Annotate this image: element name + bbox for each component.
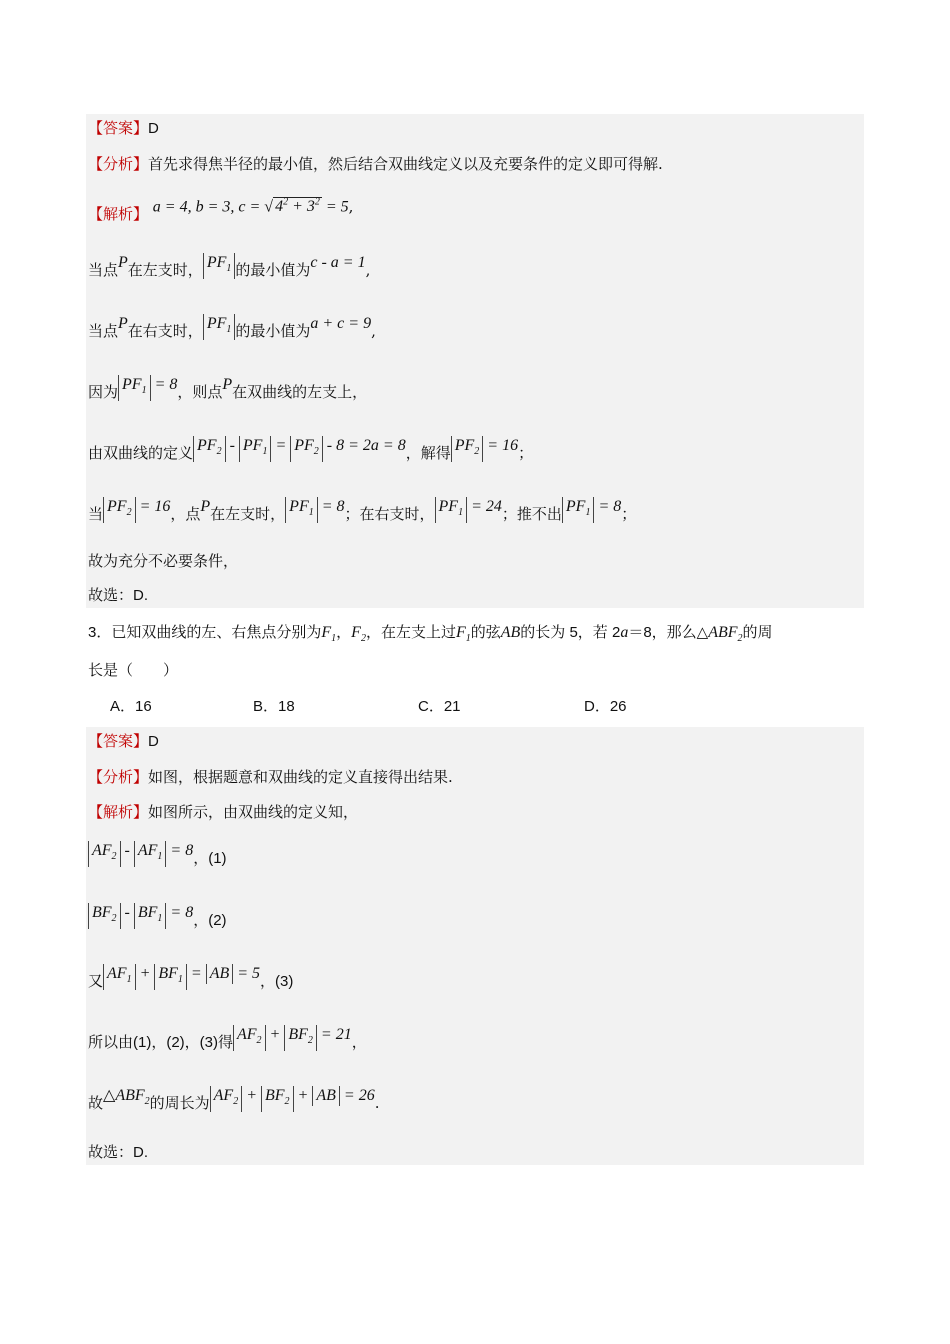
text: 的最小值为 — [235, 322, 311, 340]
eq2-tag: ，(2) — [193, 912, 227, 929]
formula-pf1-eq-8: $PF_1 = 8$ — [562, 497, 621, 523]
q2-solution-line-2 — [88, 254, 371, 287]
formula-abc: a = 4, b = 3, c = √ $4^2 + 3^2 = 5$ — [152, 197, 349, 216]
q3-answer-line — [88, 731, 159, 752]
text: 当点 — [88, 261, 119, 279]
q3-solution-line — [88, 802, 358, 823]
q3-eq-5 — [88, 1087, 380, 1120]
text: 当 — [88, 505, 104, 523]
text: 所以由(1)，(2)，(3)得 — [88, 1034, 233, 1051]
var-p: P — [200, 498, 211, 515]
formula-eq4: $AF_2 + BF_2 = 21$ — [233, 1025, 352, 1051]
text: 的长为 5，若 2 — [520, 624, 621, 641]
formula-pf2-eq-16: $PF_2 = 16$ — [103, 497, 170, 523]
analysis-tag: 【分析】 — [88, 769, 149, 786]
eq3-tag: ，(3) — [260, 973, 294, 990]
solution-tag: 【解析】 — [88, 804, 149, 821]
q3-final-choice: 故选：D. — [88, 1144, 149, 1161]
text: ＝8，那么△ — [628, 624, 709, 641]
formula-pf1-eq-8: $PF_1 = 8$ — [118, 375, 177, 401]
text: 的周长为 — [149, 1094, 210, 1112]
solution-block-q2 — [86, 114, 864, 608]
text: . — [374, 1094, 380, 1112]
formula-definition: $PF_2 - PF_1 = PF_2 - 8 = 2a = 8$ — [193, 436, 406, 462]
formula-a-plus-c: a + c = 9 — [310, 315, 372, 332]
formula-pf1-eq-24: $PF_1 = 24$ — [435, 497, 502, 523]
var-p: P — [118, 254, 128, 271]
text: ； — [621, 505, 637, 523]
text: ；在右支时， — [344, 505, 435, 523]
abs-pf1: $PF_1$ — [203, 253, 236, 279]
formula-c-minus-a: c - a = 1 — [310, 254, 366, 271]
option-b[interactable]: B．18 — [253, 698, 295, 715]
text: ； — [518, 444, 534, 462]
abs-pf1: $PF_1$ — [203, 314, 236, 340]
text: 在左支时， — [210, 505, 286, 523]
q3-stem-line-1 — [88, 622, 773, 649]
triangle-abf2: $\triangle ABF_2$ — [103, 1087, 150, 1108]
text: 当点 — [88, 322, 119, 340]
q2-final-choice: 故选：D. — [88, 587, 149, 604]
formula-perimeter: $AF_2 + BF_2$ + AB = 26 — [210, 1086, 375, 1112]
text: 的周 — [742, 623, 773, 641]
option-a[interactable]: A．16 — [110, 698, 152, 715]
text: 又 — [88, 972, 104, 990]
q3-eq-1 — [88, 842, 227, 875]
answer-tag: 【答案】 — [88, 733, 149, 750]
text: 故 — [88, 1094, 104, 1112]
q2-solution-line-3 — [88, 315, 376, 348]
analysis-text: 首先求得焦半径的最小值，然后结合双曲线定义以及充要条件的定义即可得解. — [148, 155, 663, 173]
text: ， — [351, 1033, 367, 1051]
formula-eq1: $AF_2 - AF_1 = 8$ — [88, 841, 193, 867]
var-p: P — [222, 376, 233, 393]
text: ，点 — [170, 505, 201, 523]
option-d[interactable]: D．26 — [584, 698, 627, 715]
answer-tag: 【答案】 — [88, 120, 149, 137]
q2-solution-line-5 — [88, 437, 534, 470]
q3-eq-2 — [88, 904, 227, 937]
var-f2: $F_2$ — [351, 624, 366, 645]
q2-solution-line-1 — [88, 193, 354, 224]
q3-eq-4 — [88, 1026, 367, 1059]
answer-value: D — [148, 120, 159, 137]
q3-analysis-line — [88, 767, 453, 788]
q2-analysis-line — [88, 154, 663, 175]
solution-text: 如图所示，由双曲线的定义知， — [148, 803, 359, 821]
formula-pf1-eq-8: $PF_1 = 8$ — [285, 497, 344, 523]
text: ；推不出 — [501, 505, 562, 523]
text: 的弦 — [470, 623, 501, 641]
q2-answer-line — [88, 118, 159, 139]
formula-eq3: $AF_1 + BF_1$ = AB = 5 — [103, 964, 260, 990]
var-f1: $F_1$ — [455, 624, 471, 645]
text: 在双曲线的左支上， — [232, 383, 368, 401]
var-ab: AB — [500, 624, 521, 641]
solution-tag: 【解析】 — [88, 206, 149, 224]
text: 的最小值为 — [235, 261, 311, 279]
text: ，在左支上过 — [365, 623, 456, 641]
q2-solution-line-7: 故为充分不必要条件， — [88, 552, 239, 570]
text: ，解得 — [405, 444, 451, 462]
text: 在左支时， — [127, 261, 203, 279]
var-abf2: $ABF_2$ — [708, 624, 743, 645]
analysis-tag: 【分析】 — [88, 156, 149, 173]
answer-value: D — [148, 733, 159, 750]
eq1-tag: ，(1) — [193, 850, 227, 867]
text: 3．已知双曲线的左、右焦点分别为 — [88, 624, 322, 641]
sol1-end: , — [348, 197, 354, 216]
text: 因为 — [88, 383, 119, 401]
formula-eq2: $BF_2 - BF_1 = 8$ — [88, 903, 193, 929]
q3-stem-line-2: 长是（ ） — [88, 661, 179, 679]
var-p: P — [118, 315, 128, 332]
text: ， — [336, 623, 352, 641]
q3-eq-3 — [88, 965, 294, 998]
text: 在右支时， — [127, 322, 203, 340]
q2-solution-line-4 — [88, 376, 368, 409]
analysis-text: 如图，根据题意和双曲线的定义直接得出结果. — [148, 768, 453, 786]
formula-pf2-eq-16: $PF_2 = 16$ — [451, 436, 518, 462]
text: , — [371, 322, 376, 340]
text: ，则点 — [177, 383, 223, 401]
var-a: a — [620, 624, 629, 641]
text: 由双曲线的定义 — [88, 444, 194, 462]
text: , — [365, 261, 371, 279]
var-f1: $F_1$ — [321, 624, 337, 645]
option-c[interactable]: C．21 — [418, 698, 461, 715]
q2-solution-line-6 — [88, 498, 637, 531]
